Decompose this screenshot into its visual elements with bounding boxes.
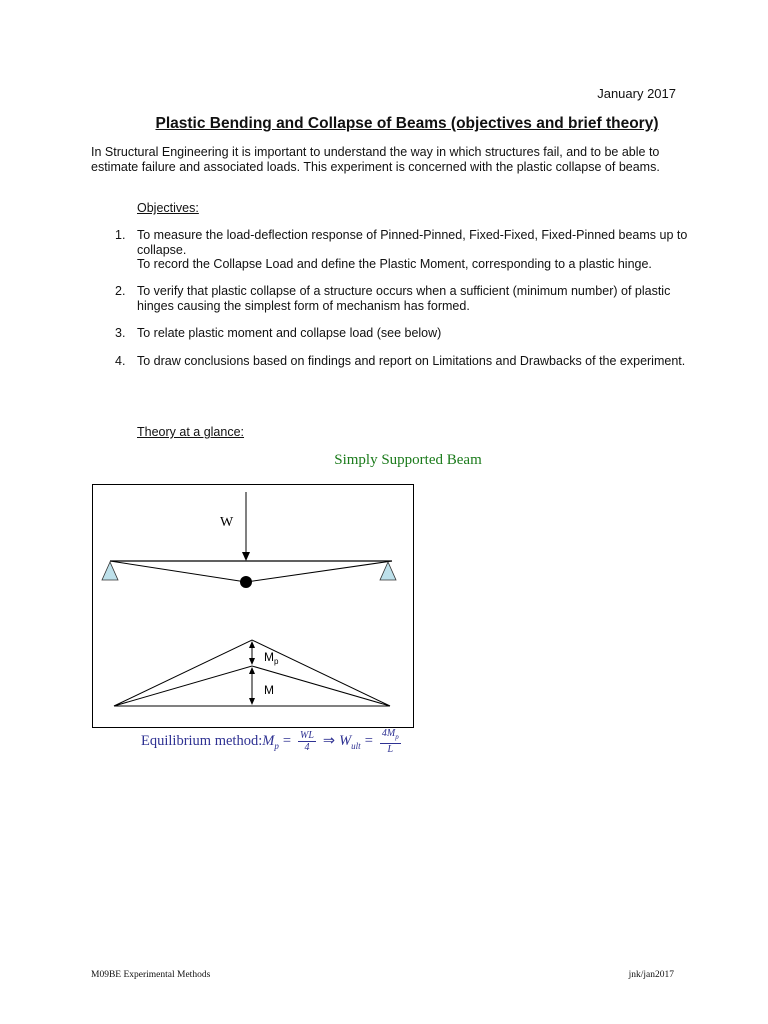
equation-fraction-2: $\frac{4M_p}{L}$ xyxy=(381,728,399,755)
objective-number: 4. xyxy=(115,354,126,368)
objective-text-2: To record the Collapse Load and define the Plastic Moment, corresponding to a plastic hinge. xyxy=(137,257,652,271)
objective-number: 3. xyxy=(115,326,126,340)
document-title: Plastic Bending and Collapse of Beams (objectives and brief theory) xyxy=(155,115,659,132)
equation-mp: $M_p$ xyxy=(262,732,279,751)
objective-item-1 xyxy=(115,228,695,272)
right-pin-support xyxy=(380,562,396,580)
equation-equals-2: = xyxy=(364,733,373,749)
equation-fraction-1: $\frac{WL}{4}$ xyxy=(300,730,314,753)
equation-equals-1: = xyxy=(282,733,292,749)
objective-text: To measure the load-deflection response of Pinned-Pinned, Fixed-Fixed, Fixed-Pinned beams up to collapse. xyxy=(137,228,688,257)
objective-item-3 xyxy=(115,326,695,341)
m-label: M xyxy=(264,683,274,697)
figure-frame xyxy=(93,485,414,728)
beam-figure xyxy=(92,484,414,728)
objective-text: To verify that plastic collapse of a structure occurs when a sufficient (minimum number) of plastic hinges causing the simplest form of mechanism has formed. xyxy=(137,284,671,313)
equation-implies: ⇒ xyxy=(322,733,336,749)
objective-item-4 xyxy=(115,354,695,369)
figure-title: Simply Supported Beam xyxy=(334,452,482,468)
left-pin-support xyxy=(102,562,118,580)
equation-wult: $W_{ult}$ xyxy=(339,732,361,751)
footer-reference: jnk/jan2017 xyxy=(628,970,674,980)
load-label: W xyxy=(220,515,234,530)
objective-text: To draw conclusions based on findings and report on Limitations and Drawbacks of the experiment. xyxy=(137,354,686,368)
m-arrow-up xyxy=(249,667,255,674)
objective-number: 1. xyxy=(115,228,126,242)
equation-prefix: Equilibrium method: xyxy=(141,733,263,749)
m-arrow-down xyxy=(249,698,255,705)
theory-heading: Theory at a glance: xyxy=(137,425,245,439)
equilibrium-equation xyxy=(141,728,404,755)
objective-item-2 xyxy=(115,284,695,313)
plastic-hinge xyxy=(240,576,252,588)
objective-text: To relate plastic moment and collapse load (see below) xyxy=(137,326,442,340)
objective-number: 2. xyxy=(115,284,126,298)
footer-course: M09BE Experimental Methods xyxy=(91,970,211,980)
load-arrow-head xyxy=(242,552,250,561)
document-date: January 2017 xyxy=(597,86,676,101)
intro-paragraph: In Structural Engineering it is important to understand the way in which structures fail, and to be able to estimate failure and associated loads. This experiment is concerned with the plastic collapse of beams. xyxy=(91,145,660,175)
mp-arrow-up xyxy=(249,641,255,648)
mp-arrow-down xyxy=(249,658,255,665)
objectives-heading: Objectives: xyxy=(137,201,199,215)
mp-label: $M_p$ xyxy=(264,650,279,666)
